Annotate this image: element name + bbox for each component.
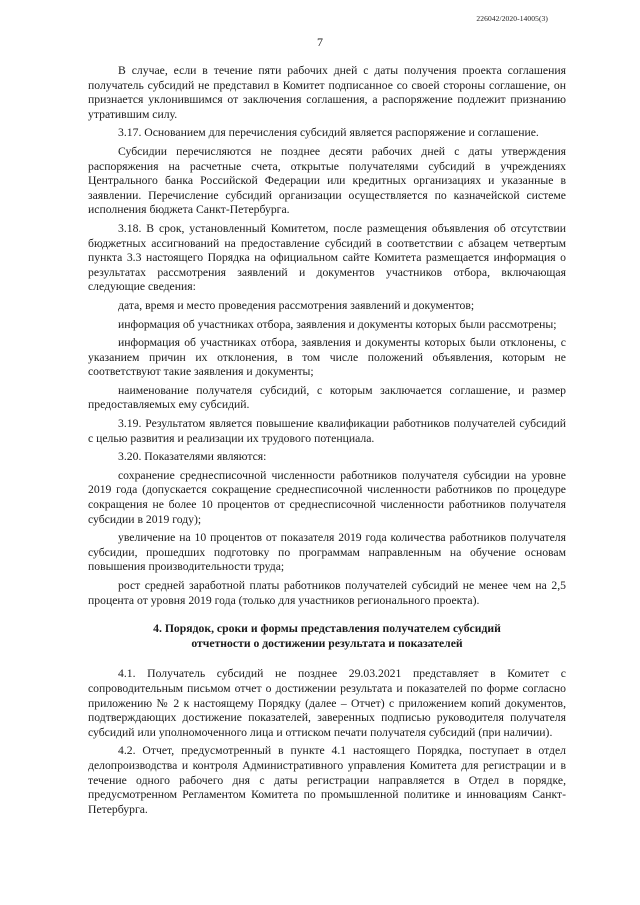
paragraph: рост средней заработной платы работников получателей субсидий не менее чем на 2,5 процента от уровня 2019 года (только для участников регионального проекта). — [88, 579, 566, 607]
section-heading-line2: отчетности о достижении результата и показателей — [191, 636, 463, 650]
paragraph: 3.17. Основанием для перечисления субсидий является распоряжение и соглашение. — [118, 126, 539, 140]
paragraph: информация об участниках отбора, заявления и документы которых были рассмотрены; — [118, 317, 557, 331]
paragraph: 4.1. Получатель субсидий не позднее 29.03.2021 представляет в Комитет с сопроводительным письмом отчет о достижении результата и показателей по форме согласно приложению № 2 к настоящему Порядку (далее – Отчет) с приложением копий документов, подтверждающих достижение показателей, заверенных подписью руководителя получателя субсидий или уполномоченного лица и оттиском печати получателя субсидий (при наличии). — [88, 667, 566, 739]
section-heading-line1: 4. Порядок, сроки и формы представления получателем субсидий — [153, 622, 501, 636]
paragraph: дата, время и место проведения рассмотрения заявлений и документов; — [118, 298, 475, 312]
paragraph: 3.20. Показателями являются: — [118, 450, 267, 464]
paragraph: сохранение среднесписочной численности работников получателя субсидии на уровне 2019 года (допускается сокращение среднесписочной численности работников по процедуре сокращения не более 10 процентов от среднесписочной численности работников получателя субсидии в 2019 году); — [88, 468, 566, 526]
document-body — [88, 64, 566, 821]
paragraph: 3.18. В срок, установленный Комитетом, после размещения объявления об отсутствии бюджетных ассигнований на предоставление субсидий в соответствии с абзацем четвертым пункта 3.3 настоящего Порядка на официальном сайте Комитета размещается информация о результатах рассмотрения заявлений и документов участников отбора, включающая следующие сведения: — [88, 221, 566, 294]
page-number: 7 — [317, 35, 323, 49]
paragraph: Субсидии перечисляются не позднее десяти рабочих дней с даты утверждения распоряжения на расчетные счета, открытые получателями субсидий в учреждениях Центрального банка Российской Федерации или кредитных организациях и указанные в заявлении. Перечисление субсидий организации осуществляется по казначейской системе исполнения бюджета Санкт-Петербурга. — [88, 144, 566, 217]
paragraph: 4.2. Отчет, предусмотренный в пункте 4.1 настоящего Порядка, поступает в отдел делопроизводства и контроля Административного управления Комитета для регистрации и в течение одного рабочего дня с даты регистрации направляется в Отдел в порядке, предусмотренном Регламентом Комитета по промышленной политике и инновациям Санкт-Петербурга. — [88, 744, 566, 816]
paragraph: наименование получателя субсидий, с которым заключается соглашение, и размер предоставляемых ему субсидий. — [88, 383, 566, 412]
paragraph: 3.19. Результатом является повышение квалификации работников получателей субсидий с целью развития и реализации их трудового потенциала. — [88, 417, 566, 445]
paragraph: В случае, если в течение пяти рабочих дней с даты получения проекта соглашения получатель субсидий не представил в Комитет подписанное со своей стороны соглашение, он признается уклонившимся от заключения соглашения, а распоряжение подлежит признанию утратившим силу. — [88, 64, 566, 121]
paragraph: увеличение на 10 процентов от показателя 2019 года количества работников получателя субсидии, прошедших подготовку по программам направленным на обучение основам повышения производительности труда; — [88, 531, 566, 574]
section-heading — [88, 622, 566, 651]
document-number: 226042/2020-14005(3) — [476, 14, 548, 23]
paragraph: информация об участниках отбора, заявления и документы которых были отклонены, с указанием причин их отклонения, в том числе положений объявления, которым не соответствуют такие заявления и документы; — [88, 336, 566, 379]
